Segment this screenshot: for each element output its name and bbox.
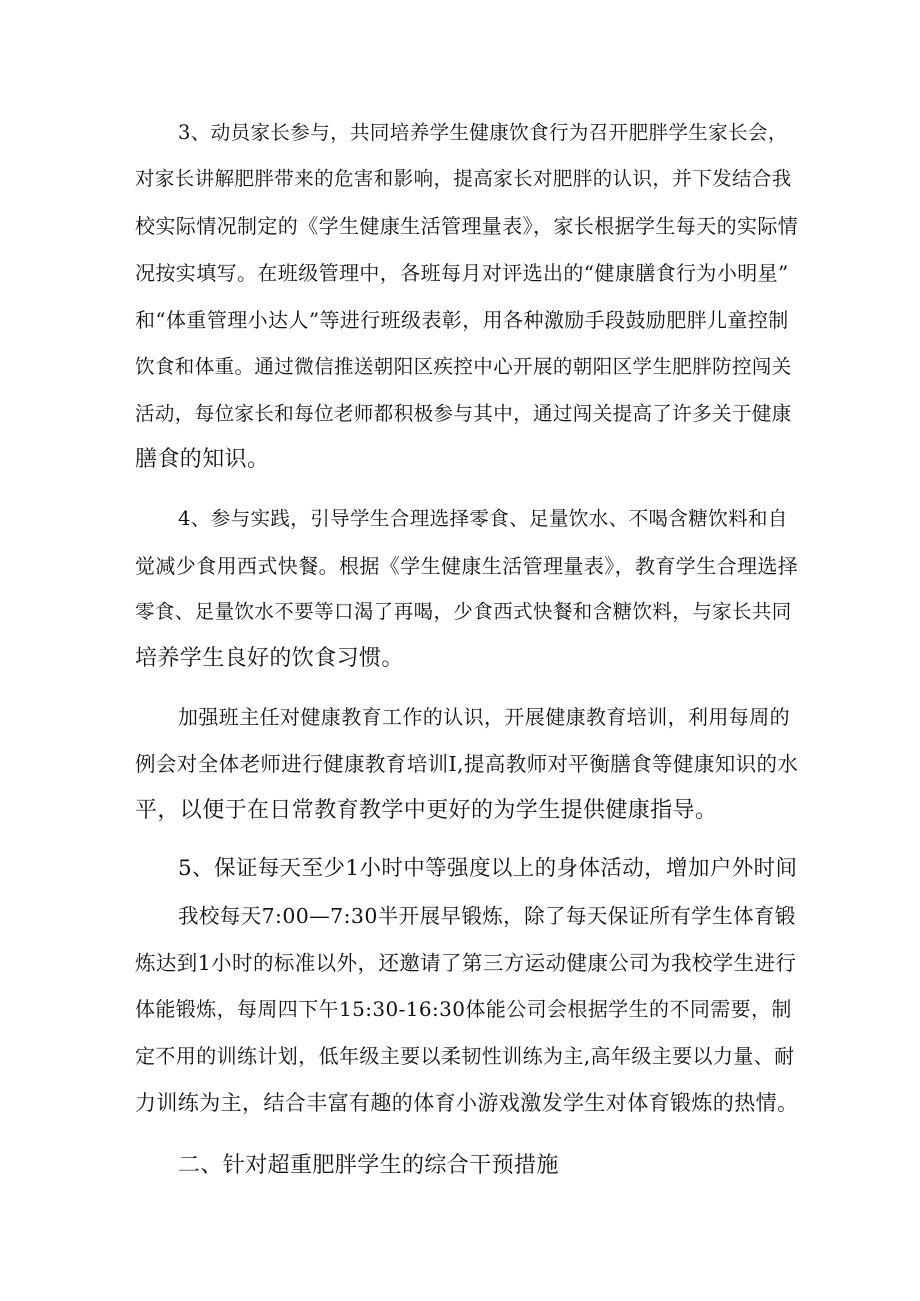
para1-line6: 饮食和体重。通过微信推送朝阳区疾控中心开展的朝阳区学生肥胖防控闯关 (135, 355, 792, 378)
para5-line1: 我校每天7:00—7:30半开展早锻炼，除了每天保证所有学生体育锻 (178, 904, 796, 928)
para1-line1: 3、动员家长参与，共同培养学生健康饮食行为召开肥胖学生家长会， (178, 121, 788, 144)
para1-line2: 对家长讲解肥胖带来的危害和影响，提高家长对肥胖的认识，并下发结合我 (135, 167, 792, 190)
para1-line5: 和“体重管理小达人”等进行班级表彰，用各种激励手段鼓励肥胖儿童控制 (135, 308, 789, 332)
para2-line4: 培养学生良好的饮食习惯。 (135, 646, 404, 671)
para3-line2: 例会对全体老师进行健康教育培训I,提高教师对平衡膳食等健康知识的水 (135, 752, 799, 776)
para1-line8: 膳食的知识。 (135, 447, 270, 472)
para5-line2: 炼达到1小时的标准以外，还邀请了第三方运动健康公司为我校学生进行 (135, 951, 797, 975)
para2-line1: 4、参与实践，引导学生合理选择零食、足量饮水、不喝含糖饮料和自 (178, 507, 788, 530)
para1-line3: 校实际情况制定的《学生健康生活管理量表》，家长根据学生每天的实际情 (135, 214, 799, 238)
para3-line1: 加强班主任对健康教育工作的认识，开展健康教育培训，利用每周的 (178, 705, 790, 729)
para4-heading: 5、保证每天至少1小时中等强度以上的身体活动，增加户外时间 (178, 856, 798, 881)
para3-line3: 平，以便于在日常教育教学中更好的为学生提供健康指导。 (135, 798, 718, 823)
section-heading: 二、针对超重肥胖学生的综合干预措施 (178, 1153, 559, 1178)
para2-line2: 觉减少食用西式快餐。根据《学生健康生活管理量表》，教育学生合理选择 (135, 554, 799, 578)
para5-line5: 力训练为主，结合丰富有趣的体育小游戏激发学生对体育锻炼的热情。 (135, 1091, 799, 1115)
para1-line7: 活动，每位家长和每位老师都积极参与其中，通过闯关提高了许多关于健康 (135, 402, 792, 425)
para5-line4: 定不用的训练计划，低年级主要以柔韧性训练为主,高年级主要以力量、耐 (135, 1044, 795, 1068)
para2-line3: 零食、足量饮水不要等口渴了再喝，少食西式快餐和含糖饮料，与家长共同 (135, 600, 792, 623)
para1-line4: 况按实填写。在班级管理中，各班每月对评选出的“健康膳食行为小明星” (135, 261, 789, 285)
para5-line3: 体能锻炼，每周四下午15:30-16:30体能公司会根据学生的不同需要，制 (135, 997, 792, 1021)
